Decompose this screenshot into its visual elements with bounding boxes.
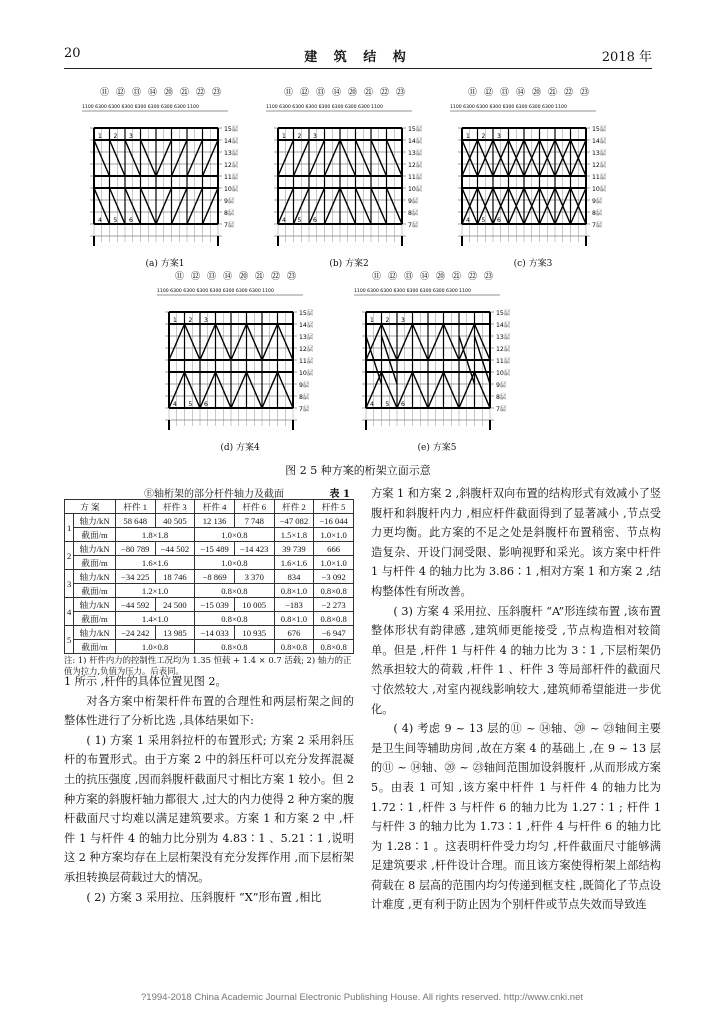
- scheme-cell: 1: [65, 514, 74, 542]
- value-cell: 0.8×0.8: [195, 584, 274, 598]
- axis-label: ㉓: [580, 88, 590, 98]
- floor-label: 9层: [496, 382, 507, 389]
- member-tag: 2: [385, 317, 390, 324]
- value-cell: 1.0×1.0: [314, 556, 354, 570]
- floor-label: 7层: [408, 222, 419, 229]
- axis-label: ㉑: [548, 88, 558, 98]
- value-cell: −3 092: [314, 570, 354, 584]
- member-tag: 1: [173, 317, 177, 324]
- axis-label: ⑬: [500, 88, 510, 98]
- paragraph: ( 2) 方案 3 采用拉、压斜腹杆 “X”形布置 ,相比: [86, 890, 322, 904]
- table-row: [65, 528, 354, 542]
- floor-label: 13层: [299, 334, 314, 341]
- value-cell: 1.4×1.0: [115, 612, 194, 626]
- member-tag: 1: [466, 133, 470, 140]
- floor-label: 15层: [299, 310, 314, 317]
- member-tag: 3: [313, 133, 317, 140]
- value-cell: 18 746: [155, 570, 195, 584]
- member-tag: 5: [188, 401, 193, 408]
- floor-label: 11层: [408, 174, 423, 181]
- paragraph: 对各方案中桁架杆件布置的合理性和两层桁架之间的整体性进行了分析比选 ,具体结果如下:: [64, 694, 354, 728]
- member-tag: 5: [481, 217, 486, 224]
- truss-elevation: [155, 270, 325, 438]
- floor-label: 15层: [224, 126, 239, 133]
- header-member-3: 杆件 3: [155, 500, 195, 514]
- member-tag: 5: [297, 217, 302, 224]
- value-cell: −15 489: [195, 542, 235, 556]
- journal-year: 2018 年: [601, 50, 652, 65]
- metric-cell: 轴力/kN: [74, 542, 116, 556]
- value-cell: 1.2×1.0: [115, 584, 194, 598]
- floor-label: 7层: [224, 222, 235, 229]
- member-tag: 3: [129, 133, 133, 140]
- header-member-4: 杆件 4: [195, 500, 235, 514]
- metric-cell: 截面/m: [74, 556, 116, 570]
- axis-label: ⑬: [404, 272, 414, 282]
- page-header: [64, 46, 652, 66]
- truss-elevation: [80, 86, 250, 254]
- value-cell: −14 033: [195, 626, 235, 640]
- floor-label: 12层: [592, 162, 607, 169]
- value-cell: 1.0×0.8: [195, 556, 274, 570]
- floor-label: 14层: [496, 322, 511, 329]
- table-1: [64, 485, 354, 677]
- table-row: [65, 556, 354, 570]
- header-member-5: 杆件 5: [314, 500, 354, 514]
- axis-label: ⑭: [223, 272, 233, 282]
- axis-label: ⑪: [175, 272, 185, 282]
- metric-cell: 截面/m: [74, 584, 116, 598]
- axis-label: ㉓: [212, 88, 222, 98]
- truss-panel-a: [80, 86, 250, 254]
- metric-cell: 轴力/kN: [74, 626, 116, 640]
- floor-label: 13层: [408, 150, 423, 157]
- axial-force-table: [64, 499, 354, 654]
- floor-label: 13层: [496, 334, 511, 341]
- metric-cell: 截面/m: [74, 640, 116, 654]
- page-number: 20: [64, 46, 81, 61]
- member-tag: 3: [204, 317, 208, 324]
- metric-cell: 截面/m: [74, 528, 116, 542]
- member-tag: 2: [188, 317, 193, 324]
- scheme-cell: 2: [65, 542, 74, 570]
- floor-label: 15层: [408, 126, 423, 133]
- paragraph: 1 所示 ,杆件的具体位置见图 2。: [64, 675, 227, 688]
- truss-panel-c: [448, 86, 618, 254]
- member-tag: 2: [481, 133, 486, 140]
- axis-label: ⑪: [372, 272, 382, 282]
- value-cell: 0.8×0.8: [274, 640, 314, 654]
- floor-label: 8层: [224, 210, 235, 217]
- member-tag: 4: [173, 401, 177, 408]
- truss-panel-e: [352, 270, 522, 438]
- floor-label: 9层: [299, 382, 310, 389]
- floor-label: 8层: [408, 210, 419, 217]
- floor-label: 11层: [496, 358, 511, 365]
- axis-label: ⑳: [436, 272, 446, 282]
- value-cell: 676: [274, 626, 314, 640]
- axis-label: ㉒: [468, 272, 478, 282]
- panel-e-caption: (e) 方案5: [417, 443, 457, 453]
- member-tag: 6: [313, 217, 317, 224]
- floor-label: 8层: [496, 394, 507, 401]
- member-tag: 2: [297, 133, 302, 140]
- table-row: [65, 584, 354, 598]
- floor-label: 9层: [592, 198, 603, 205]
- journal-title: 建 筑 结 构: [304, 50, 412, 65]
- axis-label: ⑬: [316, 88, 326, 98]
- panel-a-caption: (a) 方案1: [145, 259, 185, 269]
- span-dimensions: 1100 6300 6300 6300 6300 6300 6300 6300 1100: [450, 105, 567, 110]
- table-row: [65, 598, 354, 612]
- floor-label: 9层: [224, 198, 235, 205]
- header-scheme: 方 案: [65, 500, 116, 514]
- axis-label: ⑪: [468, 88, 478, 98]
- axis-label: ⑫: [191, 272, 201, 282]
- span-dimensions: 1100 6300 6300 6300 6300 6300 6300 6300 1100: [354, 289, 471, 294]
- paragraph: ( 4) 考虑 9 ~ 13 层的⑪ ~ ⑭轴、⑳ ~ ㉓轴间主要是卫生间等辅助房间 ,故在方案 4 的基础上 ,在 9 ~ 13 层的⑪ ~ ⑭轴、⑳ ~ ㉓轴间范围加设斜腹杆 ,从而形成方案 5。由表 1 可知 ,该方案中杆件 1 与杆件 4 的轴力比为 1.72∶1 ,杆件 3 与杆件 6 的轴力比为 1.27∶1 ; 杆件 1 与杆件 3 的轴力比为 1.73∶1 ,杆件 4 与杆件 6 的轴力比为 1.28∶1 。这表明杆件受力均匀 ,杆件截面尺寸能够满足建筑要求 ,杆件设计合理。而且该方案使得桁架上部结构荷载在 8 层高的范围内均匀传递到框支柱 ,既简化了节点设计难度 ,更有利于防止因为个别杆件或节点失效而导致连: [371, 722, 661, 912]
- value-cell: 10 005: [234, 598, 274, 612]
- axis-label: ㉒: [271, 272, 281, 282]
- table-note: 注: 1) 杆件内力的控制性工况均为 1.35 恒载 + 1.4 × 0.7 活载; 2) 轴力的正值为拉力,负值为压力。后表同。: [64, 655, 352, 676]
- truss-elevation: [352, 270, 522, 438]
- axis-label: ㉑: [452, 272, 462, 282]
- panel-d-caption: (d) 方案4: [220, 443, 260, 453]
- floor-label: 8层: [592, 210, 603, 217]
- floor-label: 14层: [299, 322, 314, 329]
- value-cell: −2 273: [314, 598, 354, 612]
- value-cell: −183: [274, 598, 314, 612]
- member-tag: 4: [466, 217, 470, 224]
- axis-label: ⑭: [516, 88, 526, 98]
- axis-label: ⑪: [100, 88, 110, 98]
- axis-label: ⑪: [284, 88, 294, 98]
- value-cell: −6 947: [314, 626, 354, 640]
- truss-elevation: [264, 86, 434, 254]
- metric-cell: 轴力/kN: [74, 514, 116, 528]
- axis-label: ⑳: [348, 88, 358, 98]
- scheme-cell: 5: [65, 626, 74, 654]
- value-cell: 1.0×0.8: [195, 528, 274, 542]
- floor-label: 15层: [496, 310, 511, 317]
- axis-label: ⑬: [207, 272, 217, 282]
- value-cell: 7 748: [234, 514, 274, 528]
- table-row: [65, 640, 354, 654]
- axis-label: ㉒: [196, 88, 206, 98]
- metric-cell: 轴力/kN: [74, 598, 116, 612]
- value-cell: 666: [314, 542, 354, 556]
- value-cell: 1.6×1.6: [115, 556, 194, 570]
- floor-label: 11层: [299, 358, 314, 365]
- floor-label: 14层: [224, 138, 239, 145]
- member-tag: 1: [282, 133, 286, 140]
- value-cell: 1.8×1.8: [115, 528, 194, 542]
- value-cell: 12 136: [195, 514, 235, 528]
- floor-label: 13层: [224, 150, 239, 157]
- floor-label: 9层: [408, 198, 419, 205]
- truss-elevation: [448, 86, 618, 254]
- value-cell: 0.8×0.8: [314, 640, 354, 654]
- value-cell: 0.8×0.8: [314, 584, 354, 598]
- value-cell: 0.8×0.8: [195, 612, 274, 626]
- table-header-row: [65, 500, 354, 514]
- value-cell: −47 082: [274, 514, 314, 528]
- floor-label: 13层: [592, 150, 607, 157]
- member-tag: 6: [497, 217, 501, 224]
- floor-label: 10层: [224, 186, 239, 193]
- member-tag: 5: [113, 217, 118, 224]
- floor-label: 10层: [299, 370, 314, 377]
- axis-label: ⑫: [388, 272, 398, 282]
- value-cell: −44 592: [115, 598, 155, 612]
- table-row: [65, 514, 354, 528]
- scheme-cell: 3: [65, 570, 74, 598]
- axis-label: ⑳: [532, 88, 542, 98]
- axis-label: ⑭: [420, 272, 430, 282]
- table-row: [65, 626, 354, 640]
- paragraph: ( 3) 方案 4 采用拉、压斜腹杆 “A”形连续布置 ,该布置整体形状有韵律感 ,建筑师更能接受 ,节点构造相对较简单。但是 ,杆件 1 与杆件 4 的轴力比为 3∶1 ,下层桁架仍然承担较大的荷载 ,杆件 1 、杆件 3 等局部杆件的截面尺寸依然较大 ,对室内视线影响较大 ,建筑师希望能进一步优化。: [371, 604, 661, 716]
- axis-label: ㉑: [255, 272, 265, 282]
- value-cell: 0.8×0.8: [195, 640, 274, 654]
- axis-label: ㉓: [287, 272, 297, 282]
- figure-caption: 图 2 5 种方案的桁架立面示意: [285, 464, 431, 477]
- axis-label: ㉓: [396, 88, 406, 98]
- header-member-1: 杆件 1: [115, 500, 155, 514]
- axis-label: ⑫: [484, 88, 494, 98]
- member-tag: 1: [370, 317, 374, 324]
- axis-label: ㉑: [180, 88, 190, 98]
- member-tag: 3: [401, 317, 405, 324]
- axis-label: ㉓: [484, 272, 494, 282]
- axis-label: ㉑: [364, 88, 374, 98]
- header-member-6: 杆件 6: [234, 500, 274, 514]
- value-cell: 3 370: [234, 570, 274, 584]
- value-cell: 58 648: [115, 514, 155, 528]
- metric-cell: 轴力/kN: [74, 570, 116, 584]
- paragraph: ( 1) 方案 1 采用斜拉杆的布置形式; 方案 2 采用斜压杆的布置形式。由于方案 2 中的斜压杆可以充分发挥混凝土的抗压强度 ,因而斜腹杆截面尺寸相比方案 1 较小。但 2 种方案的斜腹杆轴力都很大 ,过大的内力使得 2 种方案的腹杆截面尺寸均难以满足建筑要求。方案 1 和方案 2 中 ,杆件 1 与杆件 4 的轴力比分别为 4.83∶1 、5.21∶1 ,说明这 2 种方案均存在上层桁架没有充分发挥作用 ,而下层桁架承担转换层荷载过大的情况。: [64, 733, 354, 884]
- value-cell: 1.0×0.8: [115, 640, 194, 654]
- span-dimensions: 1100 6300 6300 6300 6300 6300 6300 6300 1100: [82, 105, 199, 110]
- axis-label: ⑭: [332, 88, 342, 98]
- span-dimensions: 1100 6300 6300 6300 6300 6300 6300 6300 1100: [266, 105, 383, 110]
- floor-label: 7层: [592, 222, 603, 229]
- axis-label: ㉒: [564, 88, 574, 98]
- value-cell: −24 242: [115, 626, 155, 640]
- truss-panel-b: [264, 86, 434, 254]
- value-cell: −34 225: [115, 570, 155, 584]
- right-text-column: [371, 484, 661, 915]
- axis-label: ⑫: [300, 88, 310, 98]
- value-cell: 0.8×1.0: [274, 584, 314, 598]
- floor-label: 10层: [408, 186, 423, 193]
- header-rule: [64, 68, 652, 69]
- header-member-2: 杆件 2: [274, 500, 314, 514]
- value-cell: −44 502: [155, 542, 195, 556]
- panel-b-caption: (b) 方案2: [329, 259, 369, 269]
- member-tag: 6: [129, 217, 133, 224]
- member-tag: 4: [370, 401, 374, 408]
- floor-label: 14层: [408, 138, 423, 145]
- value-cell: −15 039: [195, 598, 235, 612]
- value-cell: 24 500: [155, 598, 195, 612]
- table-row: [65, 570, 354, 584]
- value-cell: 0.8×0.8: [314, 612, 354, 626]
- member-tag: 6: [204, 401, 208, 408]
- floor-label: 11层: [592, 174, 607, 181]
- copyright-footer: ?1994-2018 China Academic Journal Electronic Publishing House. All rights reserved. http://www.cnki.net: [141, 992, 583, 1003]
- span-dimensions: 1100 6300 6300 6300 6300 6300 6300 6300 1100: [157, 289, 274, 294]
- axis-label: ㉒: [380, 88, 390, 98]
- value-cell: −80 789: [115, 542, 155, 556]
- member-tag: 4: [282, 217, 286, 224]
- floor-label: 10层: [496, 370, 511, 377]
- floor-label: 15层: [592, 126, 607, 133]
- axis-label: ⑳: [239, 272, 249, 282]
- floor-label: 12层: [408, 162, 423, 169]
- member-tag: 6: [401, 401, 405, 408]
- value-cell: 1.0×1.0: [314, 528, 354, 542]
- axis-label: ⑫: [116, 88, 126, 98]
- value-cell: 834: [274, 570, 314, 584]
- member-tag: 4: [98, 217, 102, 224]
- floor-label: 12层: [224, 162, 239, 169]
- member-tag: 1: [98, 133, 102, 140]
- floor-label: 7层: [299, 406, 310, 413]
- value-cell: 13 985: [155, 626, 195, 640]
- floor-label: 14层: [592, 138, 607, 145]
- truss-panel-d: [155, 270, 325, 438]
- metric-cell: 截面/m: [74, 612, 116, 626]
- value-cell: 10 935: [234, 626, 274, 640]
- value-cell: −14 423: [234, 542, 274, 556]
- scheme-cell: 4: [65, 598, 74, 626]
- floor-label: 7层: [496, 406, 507, 413]
- left-text-column: [64, 672, 354, 907]
- floor-label: 10层: [592, 186, 607, 193]
- value-cell: −16 044: [314, 514, 354, 528]
- table-row: [65, 542, 354, 556]
- value-cell: −8 869: [195, 570, 235, 584]
- axis-label: ⑭: [148, 88, 158, 98]
- value-cell: 1.5×1.8: [274, 528, 314, 542]
- floor-label: 12层: [496, 346, 511, 353]
- floor-label: 8层: [299, 394, 310, 401]
- value-cell: 0.8×1.0: [274, 612, 314, 626]
- axis-label: ⑬: [132, 88, 142, 98]
- table-title: Ⓔ轴桁架的部分杆件轴力及截面: [144, 489, 284, 500]
- floor-label: 11层: [224, 174, 239, 181]
- panel-c-caption: (c) 方案3: [513, 259, 553, 269]
- value-cell: 39 739: [274, 542, 314, 556]
- value-cell: 40 505: [155, 514, 195, 528]
- table-number: 表 1: [329, 489, 350, 500]
- member-tag: 2: [113, 133, 118, 140]
- member-tag: 5: [385, 401, 390, 408]
- value-cell: 1.6×1.6: [274, 556, 314, 570]
- member-tag: 3: [497, 133, 501, 140]
- table-row: [65, 612, 354, 626]
- axis-label: ⑳: [164, 88, 174, 98]
- floor-label: 12层: [299, 346, 314, 353]
- paragraph: 方案 1 和方案 2 ,斜腹杆双向布置的结构形式有效减小了竖腹杆和斜腹杆内力 ,相应杆件截面得到了显著减小 ,节点受力更均衡。此方案的不足之处是斜腹杆布置稍密、节点构造复杂、开设门洞受限、影响视野和采光。该方案中杆件 1 与杆件 4 的轴力比为 3.86∶1 ,相对方案 1 和方案 2 ,结构整体性有所改善。: [371, 487, 661, 598]
